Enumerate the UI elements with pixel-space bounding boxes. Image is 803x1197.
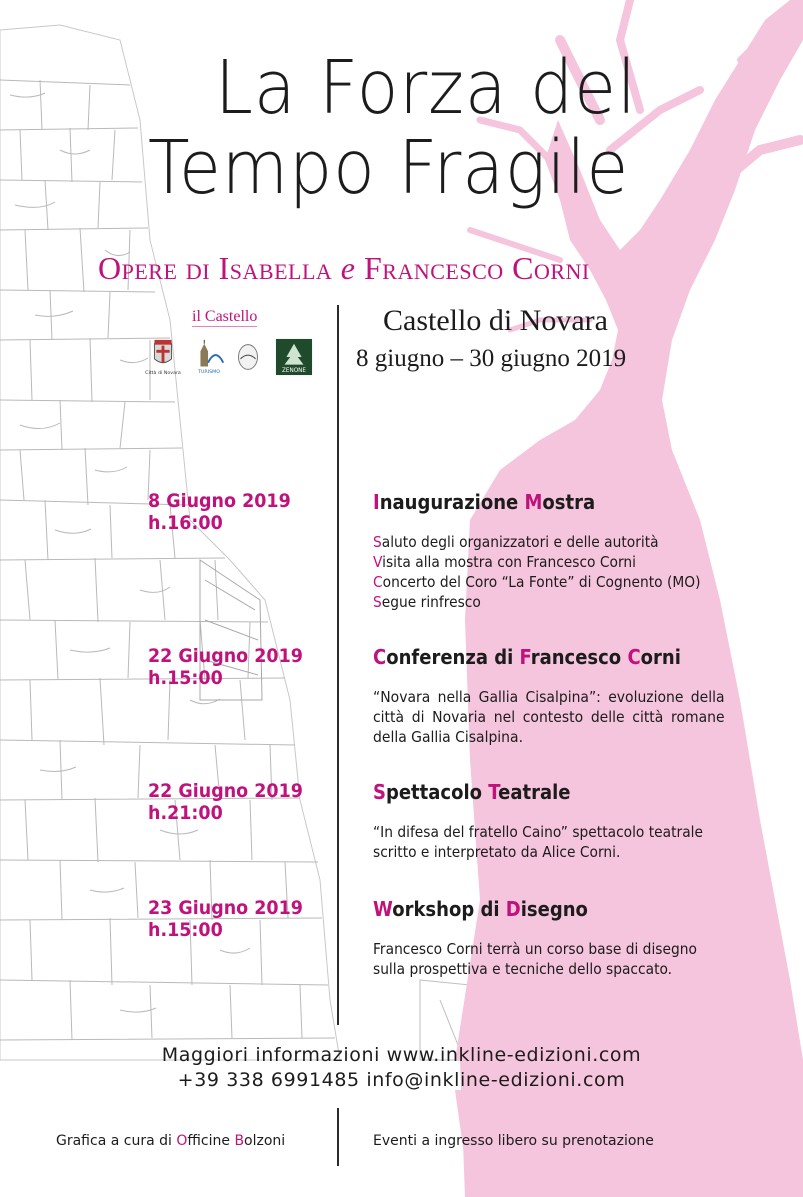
event-time: h.16:00: [148, 512, 223, 534]
inkline-egg-logo: [234, 338, 262, 376]
exhibition-dates: 8 giugno – 30 giugno 2019: [356, 345, 627, 372]
turismo-label: TURISMO: [198, 370, 220, 376]
info-line-contacts: +39 338 6991485 info@inkline-edizioni.com: [177, 1069, 626, 1091]
info-line-website: Maggiori informazioni www.inkline-edizioni.com: [161, 1044, 642, 1066]
event-description: [373, 939, 725, 979]
castello-logo: il Castello: [192, 308, 258, 325]
event-line: Visita alla mostra con Francesco Corni: [373, 553, 636, 571]
event-date: [148, 897, 303, 941]
vertical-divider: [337, 305, 339, 1025]
subtitle-part-1: Opere di Isabella: [98, 250, 333, 286]
event-line: “In difesa del fratello Caino” spettacolo teatrale: [373, 823, 703, 841]
event-line: Francesco Corni terrà un corso base di disegno: [373, 940, 697, 958]
event-day: 22 Giugno 2019: [148, 780, 303, 802]
title-line-1: La Forza del: [215, 45, 637, 131]
zenone-label: ZENONE: [281, 368, 307, 375]
event-description: [373, 532, 725, 612]
turismo-logo: [190, 338, 228, 376]
footer-divider: [337, 1108, 339, 1166]
event-text: “Novara nella Gallia Cisalpina”: evoluzione della città di Novaria nel contesto delle città romane della Gallia Cisalpina.: [373, 688, 725, 746]
event-time: h.21:00: [148, 802, 223, 824]
event-date: [148, 780, 303, 824]
event-line: Saluto degli organizzatori e delle autorità: [373, 533, 659, 551]
event-description: [373, 687, 725, 747]
event-date: [148, 645, 303, 689]
citta-di-novara-label: Città di Novara: [145, 371, 181, 377]
event-day: 22 Giugno 2019: [148, 645, 303, 667]
event-line: sulla prospettiva e tecniche dello spaccato.: [373, 960, 673, 978]
event-time: h.15:00: [148, 667, 223, 689]
event-line: Segue rinfresco: [373, 593, 481, 611]
event-title: Conferenza di Francesco Corni: [373, 645, 681, 669]
footer-note: Eventi a ingresso libero su prenotazione: [373, 1133, 654, 1149]
event-line: scritto e interpretato da Alice Corni.: [373, 843, 621, 861]
event-date: [148, 490, 291, 534]
subtitle: [98, 250, 590, 287]
sponsor-logos: [145, 306, 323, 386]
event-day: 8 Giugno 2019: [148, 490, 291, 512]
event-title: Workshop di Disegno: [373, 897, 588, 921]
zenone-logo: [274, 338, 314, 376]
subtitle-part-2: Francesco Corni: [363, 250, 590, 286]
footer-credits: Grafica a cura di Officine Bolzoni: [56, 1133, 286, 1149]
subtitle-connector: e: [340, 250, 356, 286]
event-description: [373, 822, 725, 862]
event-title: Spettacolo Teatrale: [373, 780, 571, 804]
title-line-2: Tempo Fragile: [148, 125, 630, 211]
event-line: Concerto del Coro “La Fonte” di Cognento (MO): [373, 573, 701, 591]
event-day: 23 Giugno 2019: [148, 897, 303, 919]
event-title: Inaugurazione Mostra: [373, 490, 596, 514]
event-time: h.15:00: [148, 919, 223, 941]
citta-di-novara-logo: [145, 338, 181, 377]
venue: Castello di Novara: [383, 304, 608, 337]
